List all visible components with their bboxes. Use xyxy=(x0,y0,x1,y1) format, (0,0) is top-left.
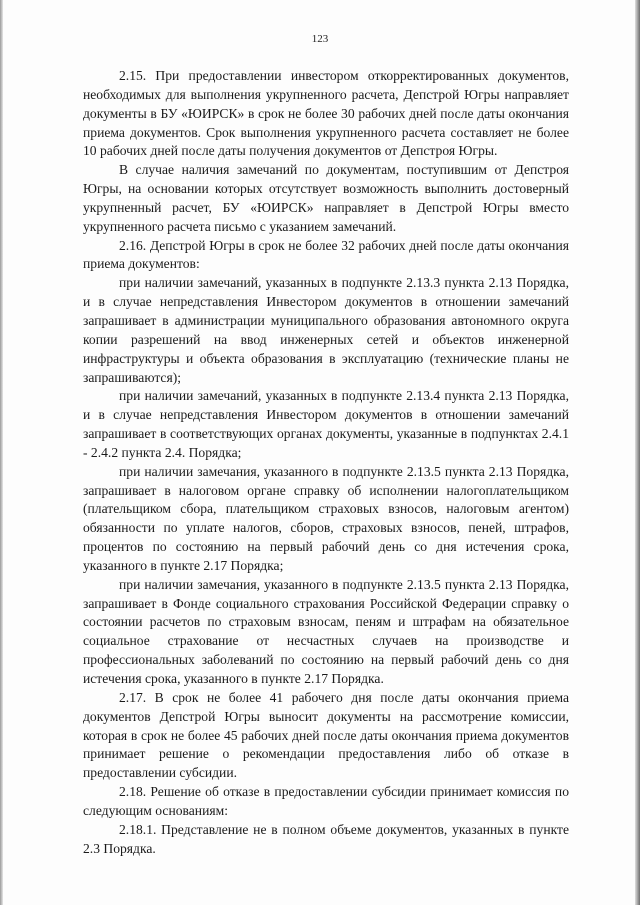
paragraph-2-16: 2.16. Депстрой Югры в срок не более 32 рабочих дней после даты окончания приема документов: xyxy=(83,237,569,272)
page-number: 123 xyxy=(311,33,329,45)
scan-edge-left xyxy=(0,0,3,905)
scan-edge-right xyxy=(635,0,640,905)
paragraph-2-16-item-2: при наличии замечаний, указанных в подпункте 2.13.4 пункта 2.13 Порядка, и в случае непредставления Инвестором документов в отношении замечаний запрашивает в соответствующих органах документы, указанные в подпунктах 2.4.1 - 2.4.2 пункта 2.4. Порядка; xyxy=(83,388,569,460)
paragraph-2-17: 2.17. В срок не более 41 рабочего дня после даты окончания приема документов Депстрой Югры выносит документы на рассмотрение комиссии, которая в срок не более 45 рабочих дней после даты окончания приема документов принимает решение о рекомендации предоставления либо об отказе в предоставлении субсидии. xyxy=(83,689,569,781)
paragraph-remarks-case: В случае наличия замечаний по документам, поступившим от Депстроя Югры, на основании которых отсутствует возможность выполнить достоверный укрупненный расчет, БУ «ЮИРСК» направляет в Депстрой Югры вместо укрупненного расчета письмо с указанием замечаний. xyxy=(83,162,569,234)
document-body xyxy=(83,67,569,858)
paragraph-2-16-item-3: при наличии замечания, указанного в подпункте 2.13.5 пункта 2.13 Порядка, запрашивает в налоговом органе справку об исполнении налогоплательщиком (плательщиком сбора, плательщиком страховых взносов, налоговым агентом) обязанности по уплате налогов, сборов, страховых взносов, пеней, штрафов, процентов по состоянию на первый рабочий день со дня истечения срока, указанного в пункте 2.17 Порядка; xyxy=(83,463,569,573)
paragraph-2-16-item-4: при наличии замечания, указанного в подпункте 2.13.5 пункта 2.13 Порядка, запрашивает в Фонде социального страхования Российской Федерации справку о состоянии расчетов по страховым взносам, пеням и штрафам на обязательное социальное страхование от несчастных случаев на производстве и профессиональных заболеваний по состоянию на первый рабочий день со дня истечения срока, указанного в пункте 2.17 Порядка. xyxy=(83,576,569,686)
paragraph-2-15: 2.15. При предоставлении инвестором откорректированных документов, необходимых для выполнения укрупненного расчета, Депстрой Югры направляет документы в БУ «ЮИРСК» в срок не более 30 рабочих дней после даты окончания приема документов. Срок выполнения укрупненного расчета составляет не более 10 рабочих дней после даты получения документов от Депстроя Югры. xyxy=(83,68,569,159)
paragraph-2-18-1: 2.18.1. Представление не в полном объеме документов, указанных в пункте 2.3 Порядка. xyxy=(83,821,569,856)
paragraph-2-18: 2.18. Решение об отказе в предоставлении субсидии принимает комиссия по следующим основаниям: xyxy=(83,784,569,818)
paragraph-2-16-item-1: при наличии замечаний, указанных в подпункте 2.13.3 пункта 2.13 Порядка, и в случае непредставления Инвестором документов в отношении замечаний запрашивает в администрации муниципального образования автономного округа копии разрешений на ввод инженерных сетей и объектов инженерной инфраструктуры и объекта образования в эксплуатацию (технические планы не запрашиваются); xyxy=(83,275,569,385)
